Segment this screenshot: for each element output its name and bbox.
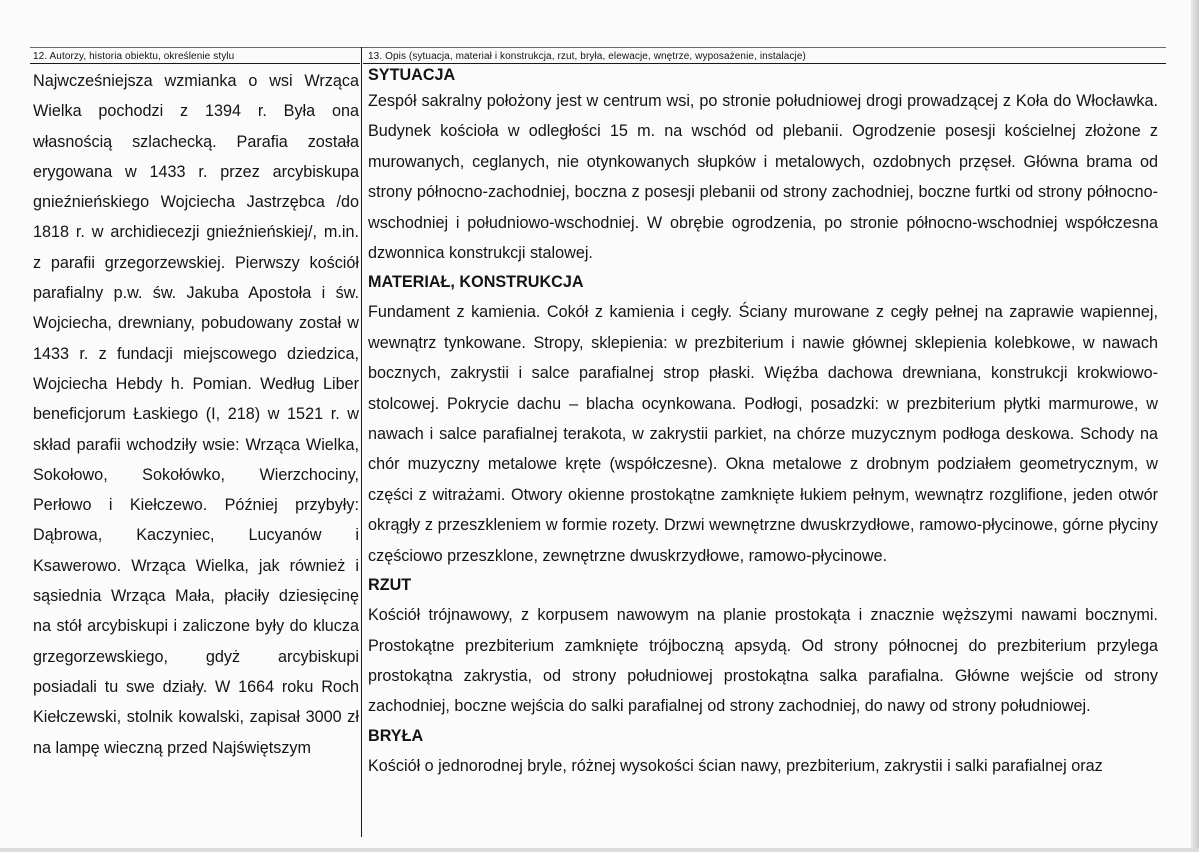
- scan-bottom-edge: [0, 848, 1199, 852]
- column-divider: [361, 47, 362, 837]
- history-text: Najwcześniejsza wzmianka o wsi Wrząca Wielka pochodzi z 1394 r. Była ona własnością szlachecką. Parafia została erygowana w 1433 r. przez arcybiskupa gnieźnieńskiego Wojciecha Jastrzębca /do 1818 r. w archidiecezji gnieźnieńskiej/, m.in. z parafii grzegorzewskiej. Pierwszy kościół parafialny p.w. św. Jakuba Apostoła i św. Wojciecha, drewniany, pobudowany został w 1433 r. z fundacji miejscowego dziedzica, Wojciecha Hebdy h. Pomian. Według Liber beneficjorum Łaskiego (I, 218) w 1521 r. w skład parafii wchodziły wsie: Wrząca Wielka, Sokołowo, Sokołówko, Wierzchociny, Perłowo i Kiełczewo. Później przybyły: Dąbrowa, Kaczyniec, Lucyanów i Ksawerowo. Wrząca Wielka, jak również i sąsiednia Wrząca Mała, płaciły dziesięcinę na stół arcybiskupi i zaliczone były do klucza grzegorzewskiego, gdyż arcybiskupi posiadali tu swe działy. W 1664 roku Roch Kiełczewski, stolnik kowalski, zapisał 3000 zł na lampę wieczną przed Najświętszym: [33, 72, 359, 757]
- text-rzut: Kościół trójnawowy, z korpusem nawowym na planie prostokąta i znacznie węższymi nawami bocznymi. Prostokątne prezbiterium zamknięte trójboczną apsydą. Od strony północnej do prezbiterium przylega prostokątna zakrystia, od strony południowej prostokątna salka parafialna. Główne wejście od strony zachodniej, boczne wejścia do salki parafialnej od strony zachodniej, do nawy od strony południowej.: [368, 606, 1158, 716]
- section-sytuacja: [368, 64, 1158, 268]
- section-bryla: [368, 724, 1158, 781]
- heading-sytuacja: SYTUACJA: [368, 66, 456, 84]
- heading-material: MATERIAŁ, KONSTRUKCJA: [368, 273, 584, 292]
- heading-rzut: RZUT: [368, 576, 412, 595]
- section-material: [368, 270, 1158, 571]
- scan-edge: [1191, 0, 1199, 852]
- text-sytuacja: Zespół sakralny położony jest w centrum wsi, po stronie południowej drogi prowadzącej z Koła do Włocławka. Budynek kościoła w odległości 15 m. na wschód od plebanii. Ogrodzenie posesji kościelnej złożone z murowanych, ceglanych, nie otynkowanych słupków i metalowych, ozdobnych przęseł. Główna brama od strony północno-zachodniej, boczna z posesji plebanii od strony zachodniej, boczne furtki od strony północno-wschodniej i południowo-wschodniej. W obrębie ogrodzenia, po stronie północno-wschodniej współczesna dzwonnica konstrukcji stalowej.: [368, 92, 1158, 263]
- form-top-rule: [30, 47, 1166, 48]
- text-bryla: Kościół o jednorodnej bryle, różnej wysokości ścian nawy, prezbiterium, zakrystii i salki parafialnej oraz: [368, 756, 1103, 775]
- left-column-header: 12. Autorzy, historia obiektu, określenie stylu: [33, 51, 235, 62]
- text-material: Fundament z kamienia. Cokół z kamienia i cegły. Ściany murowane z cegły pełnej na zaprawie wapiennej, wewnątrz tynkowane. Stropy, sklepienia: w prezbiterium i nawie głównej sklepienia kolebkowe, w nawach bocznych, zakrystii i salce parafialnej strop płaski. Więźba dachowa drewniana, konstrukcji krokwiowo-stolcowej. Pokrycie dachu – blacha ocynkowana. Podłogi, posadzki: w prezbiterium płytki marmurowe, w nawach i salce parafialnej terakota, w zakrystii parkiet, na chórze muzycznym podłoga deskowa. Schody na chór muzyczny metalowe kręte (współczesne). Okna metalowe z drobnym podziałem geometrycznym, w części z witrażami. Otwory okienne prostokątne zamknięte łukiem pełnym, wewnątrz rozglifione, jeden otwór okrągły z przeszkleniem w formie rozety. Drzwi wewnętrzne dwuskrzydłowe, ramowo-płycinowe, górne płyciny częściowo przeszklone, zewnętrzne dwuskrzydłowe, ramowo-płycinowe.: [368, 303, 1158, 565]
- section-rzut: [368, 573, 1158, 722]
- right-column-header: 13. Opis (sytuacja, materiał i konstrukcja, rzut, bryła, elewacje, wnętrze, wyposażenie, instalacje): [368, 51, 806, 62]
- left-header-underline: [30, 63, 360, 64]
- heading-bryla: BRYŁA: [368, 726, 424, 745]
- description-column: [368, 64, 1158, 781]
